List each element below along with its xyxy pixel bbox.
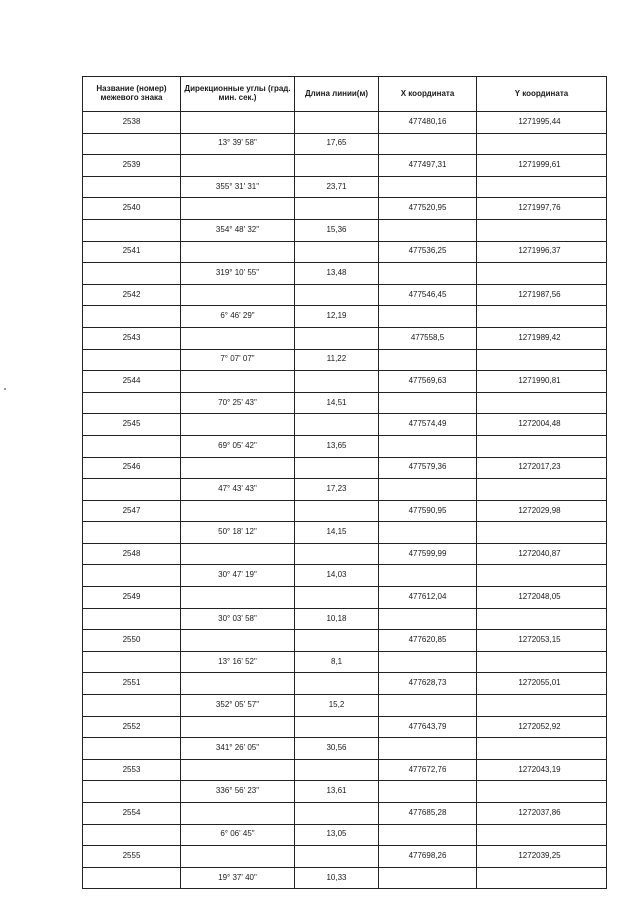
scan-speck	[4, 388, 6, 390]
marker-name-cell	[83, 133, 181, 155]
marker-name-cell	[83, 608, 181, 630]
line-length-cell	[295, 414, 379, 436]
direction-angle-cell: 19° 37' 40"	[181, 867, 295, 889]
table-row	[83, 371, 607, 393]
x-coordinate-cell	[379, 522, 477, 544]
direction-angle-cell	[181, 846, 295, 868]
marker-name-cell	[83, 176, 181, 198]
marker-name-cell: 2553	[83, 759, 181, 781]
direction-angle-cell	[181, 371, 295, 393]
line-length-cell: 14,15	[295, 522, 379, 544]
marker-name-cell: 2541	[83, 241, 181, 263]
line-length-cell: 13,48	[295, 263, 379, 285]
direction-angle-cell: 355° 31' 31"	[181, 176, 295, 198]
x-coordinate-cell	[379, 608, 477, 630]
x-coordinate-cell: 477480,16	[379, 112, 477, 134]
y-coordinate-cell: 1271989,42	[477, 327, 607, 349]
x-coordinate-cell: 477599,99	[379, 543, 477, 565]
x-coordinate-cell	[379, 781, 477, 803]
x-coordinate-cell: 477536,25	[379, 241, 477, 263]
y-coordinate-cell: 1272048,05	[477, 587, 607, 609]
direction-angle-cell	[181, 241, 295, 263]
y-coordinate-cell	[477, 608, 607, 630]
direction-angle-cell: 70° 25' 43"	[181, 392, 295, 414]
line-length-cell: 13,65	[295, 435, 379, 457]
x-coordinate-cell: 477685,28	[379, 803, 477, 825]
y-coordinate-cell: 1271990,81	[477, 371, 607, 393]
marker-name-cell: 2538	[83, 112, 181, 134]
x-coordinate-cell: 477520,95	[379, 198, 477, 220]
table-row	[83, 608, 607, 630]
x-coordinate-cell	[379, 695, 477, 717]
direction-angle-cell: 69° 05' 42"	[181, 435, 295, 457]
x-coordinate-cell: 477546,45	[379, 284, 477, 306]
marker-name-cell: 2545	[83, 414, 181, 436]
direction-angle-cell	[181, 759, 295, 781]
marker-name-cell: 2547	[83, 500, 181, 522]
direction-angle-cell: 341° 26' 05"	[181, 738, 295, 760]
table-row	[83, 112, 607, 134]
marker-name-cell	[83, 651, 181, 673]
table-row	[83, 457, 607, 479]
direction-angle-cell: 354° 48' 32"	[181, 219, 295, 241]
line-length-cell: 15,2	[295, 695, 379, 717]
x-coordinate-cell	[379, 479, 477, 501]
line-length-cell	[295, 327, 379, 349]
marker-name-cell: 2551	[83, 673, 181, 695]
direction-angle-cell	[181, 457, 295, 479]
direction-angle-cell: 336° 56' 23"	[181, 781, 295, 803]
y-coordinate-cell	[477, 479, 607, 501]
x-coordinate-cell: 477497,31	[379, 155, 477, 177]
x-coordinate-cell: 477698,26	[379, 846, 477, 868]
marker-name-cell: 2552	[83, 716, 181, 738]
table-row	[83, 479, 607, 501]
y-coordinate-cell	[477, 522, 607, 544]
y-coordinate-cell	[477, 219, 607, 241]
y-coordinate-cell	[477, 651, 607, 673]
marker-name-cell: 2540	[83, 198, 181, 220]
header-row	[83, 77, 607, 112]
direction-angle-cell	[181, 803, 295, 825]
y-coordinate-cell: 1272039,25	[477, 846, 607, 868]
marker-name-cell	[83, 479, 181, 501]
marker-name-cell: 2546	[83, 457, 181, 479]
marker-name-cell: 2544	[83, 371, 181, 393]
line-length-cell	[295, 543, 379, 565]
x-coordinate-cell	[379, 263, 477, 285]
marker-name-cell: 2543	[83, 327, 181, 349]
x-coordinate-cell	[379, 651, 477, 673]
x-coordinate-cell	[379, 306, 477, 328]
line-length-cell	[295, 846, 379, 868]
table-row	[83, 867, 607, 889]
x-coordinate-cell: 477579,36	[379, 457, 477, 479]
header-y-coordinate: Y координата	[477, 77, 607, 112]
table-row	[83, 500, 607, 522]
x-coordinate-cell	[379, 824, 477, 846]
line-length-cell	[295, 673, 379, 695]
line-length-cell	[295, 759, 379, 781]
direction-angle-cell	[181, 155, 295, 177]
table-row	[83, 327, 607, 349]
marker-name-cell	[83, 781, 181, 803]
x-coordinate-cell	[379, 392, 477, 414]
table-header	[83, 77, 607, 112]
x-coordinate-cell: 477590,95	[379, 500, 477, 522]
marker-name-cell	[83, 565, 181, 587]
header-x-coordinate: X координата	[379, 77, 477, 112]
direction-angle-cell	[181, 198, 295, 220]
table-row	[83, 155, 607, 177]
y-coordinate-cell: 1272043,19	[477, 759, 607, 781]
x-coordinate-cell	[379, 176, 477, 198]
direction-angle-cell	[181, 673, 295, 695]
y-coordinate-cell: 1272017,23	[477, 457, 607, 479]
line-length-cell: 17,65	[295, 133, 379, 155]
line-length-cell	[295, 587, 379, 609]
direction-angle-cell	[181, 327, 295, 349]
y-coordinate-cell: 1272029,98	[477, 500, 607, 522]
table-row	[83, 587, 607, 609]
y-coordinate-cell: 1272037,86	[477, 803, 607, 825]
marker-name-cell	[83, 695, 181, 717]
table-row	[83, 284, 607, 306]
y-coordinate-cell	[477, 565, 607, 587]
direction-angle-cell: 352° 05' 57"	[181, 695, 295, 717]
table-row	[83, 435, 607, 457]
marker-name-cell	[83, 219, 181, 241]
line-length-cell	[295, 803, 379, 825]
y-coordinate-cell	[477, 738, 607, 760]
table-row	[83, 781, 607, 803]
direction-angle-cell: 6° 06' 45"	[181, 824, 295, 846]
table-row	[83, 176, 607, 198]
line-length-cell: 11,22	[295, 349, 379, 371]
y-coordinate-cell	[477, 695, 607, 717]
direction-angle-cell: 13° 39' 58"	[181, 133, 295, 155]
y-coordinate-cell: 1271987,56	[477, 284, 607, 306]
table-row	[83, 803, 607, 825]
marker-name-cell: 2555	[83, 846, 181, 868]
x-coordinate-cell	[379, 219, 477, 241]
marker-name-cell	[83, 867, 181, 889]
table-row	[83, 565, 607, 587]
y-coordinate-cell: 1272055,01	[477, 673, 607, 695]
marker-name-cell: 2539	[83, 155, 181, 177]
table-row	[83, 738, 607, 760]
header-direction-angle: Дирекционные углы (град. мин. сек.)	[181, 77, 295, 112]
x-coordinate-cell: 477569,63	[379, 371, 477, 393]
y-coordinate-cell: 1272053,15	[477, 630, 607, 652]
boundary-coordinates-sheet	[82, 76, 606, 889]
direction-angle-cell	[181, 630, 295, 652]
line-length-cell	[295, 112, 379, 134]
line-length-cell: 13,05	[295, 824, 379, 846]
marker-name-cell	[83, 349, 181, 371]
table-row	[83, 543, 607, 565]
table-row	[83, 198, 607, 220]
x-coordinate-cell: 477574,49	[379, 414, 477, 436]
marker-name-cell	[83, 306, 181, 328]
header-line-length: Длина линии(м)	[295, 77, 379, 112]
marker-name-cell	[83, 824, 181, 846]
table-row	[83, 846, 607, 868]
line-length-cell	[295, 457, 379, 479]
line-length-cell	[295, 198, 379, 220]
line-length-cell: 8,1	[295, 651, 379, 673]
direction-angle-cell: 6° 46' 29"	[181, 306, 295, 328]
x-coordinate-cell: 477612,04	[379, 587, 477, 609]
line-length-cell: 10,18	[295, 608, 379, 630]
direction-angle-cell: 7° 07' 07"	[181, 349, 295, 371]
line-length-cell: 23,71	[295, 176, 379, 198]
line-length-cell	[295, 630, 379, 652]
y-coordinate-cell	[477, 435, 607, 457]
coordinates-table	[82, 76, 607, 889]
line-length-cell	[295, 500, 379, 522]
y-coordinate-cell	[477, 133, 607, 155]
table-row	[83, 673, 607, 695]
line-length-cell: 10,33	[295, 867, 379, 889]
x-coordinate-cell	[379, 435, 477, 457]
line-length-cell	[295, 716, 379, 738]
table-row	[83, 306, 607, 328]
line-length-cell: 12,19	[295, 306, 379, 328]
table-row	[83, 133, 607, 155]
y-coordinate-cell	[477, 349, 607, 371]
marker-name-cell	[83, 522, 181, 544]
table-row	[83, 349, 607, 371]
x-coordinate-cell: 477628,73	[379, 673, 477, 695]
line-length-cell: 30,56	[295, 738, 379, 760]
table-row	[83, 630, 607, 652]
marker-name-cell: 2548	[83, 543, 181, 565]
y-coordinate-cell: 1271995,44	[477, 112, 607, 134]
x-coordinate-cell: 477558,5	[379, 327, 477, 349]
x-coordinate-cell: 477643,79	[379, 716, 477, 738]
line-length-cell	[295, 371, 379, 393]
y-coordinate-cell: 1272052,92	[477, 716, 607, 738]
y-coordinate-cell	[477, 306, 607, 328]
direction-angle-cell	[181, 112, 295, 134]
line-length-cell: 17,23	[295, 479, 379, 501]
y-coordinate-cell	[477, 263, 607, 285]
table-row	[83, 522, 607, 544]
direction-angle-cell	[181, 500, 295, 522]
line-length-cell	[295, 284, 379, 306]
y-coordinate-cell	[477, 867, 607, 889]
table-row	[83, 716, 607, 738]
direction-angle-cell	[181, 414, 295, 436]
direction-angle-cell	[181, 587, 295, 609]
y-coordinate-cell: 1271997,76	[477, 198, 607, 220]
direction-angle-cell: 30° 03' 58"	[181, 608, 295, 630]
y-coordinate-cell	[477, 392, 607, 414]
line-length-cell: 13,61	[295, 781, 379, 803]
y-coordinate-cell: 1271996,37	[477, 241, 607, 263]
direction-angle-cell	[181, 543, 295, 565]
direction-angle-cell: 319° 10' 55"	[181, 263, 295, 285]
table-row	[83, 219, 607, 241]
marker-name-cell	[83, 263, 181, 285]
y-coordinate-cell: 1272004,48	[477, 414, 607, 436]
line-length-cell: 14,51	[295, 392, 379, 414]
marker-name-cell	[83, 435, 181, 457]
x-coordinate-cell	[379, 133, 477, 155]
marker-name-cell: 2542	[83, 284, 181, 306]
table-row	[83, 263, 607, 285]
line-length-cell: 15,36	[295, 219, 379, 241]
marker-name-cell: 2549	[83, 587, 181, 609]
x-coordinate-cell: 477620,85	[379, 630, 477, 652]
y-coordinate-cell	[477, 824, 607, 846]
line-length-cell: 14,03	[295, 565, 379, 587]
table-row	[83, 695, 607, 717]
x-coordinate-cell	[379, 565, 477, 587]
table-row	[83, 651, 607, 673]
line-length-cell	[295, 241, 379, 263]
table-row	[83, 759, 607, 781]
header-marker-name: Название (номер) межевого знака	[83, 77, 181, 112]
marker-name-cell: 2550	[83, 630, 181, 652]
x-coordinate-cell	[379, 867, 477, 889]
direction-angle-cell: 50° 18' 12"	[181, 522, 295, 544]
marker-name-cell: 2554	[83, 803, 181, 825]
direction-angle-cell: 30° 47' 19"	[181, 565, 295, 587]
table-row	[83, 241, 607, 263]
y-coordinate-cell	[477, 176, 607, 198]
direction-angle-cell	[181, 284, 295, 306]
table-row	[83, 414, 607, 436]
y-coordinate-cell	[477, 781, 607, 803]
line-length-cell	[295, 155, 379, 177]
y-coordinate-cell: 1272040,87	[477, 543, 607, 565]
x-coordinate-cell	[379, 738, 477, 760]
direction-angle-cell	[181, 716, 295, 738]
y-coordinate-cell: 1271999,61	[477, 155, 607, 177]
table-row	[83, 824, 607, 846]
direction-angle-cell: 13° 16' 52"	[181, 651, 295, 673]
table-row	[83, 392, 607, 414]
direction-angle-cell: 47° 43' 43"	[181, 479, 295, 501]
marker-name-cell	[83, 392, 181, 414]
marker-name-cell	[83, 738, 181, 760]
x-coordinate-cell: 477672,76	[379, 759, 477, 781]
x-coordinate-cell	[379, 349, 477, 371]
table-body	[83, 112, 607, 889]
